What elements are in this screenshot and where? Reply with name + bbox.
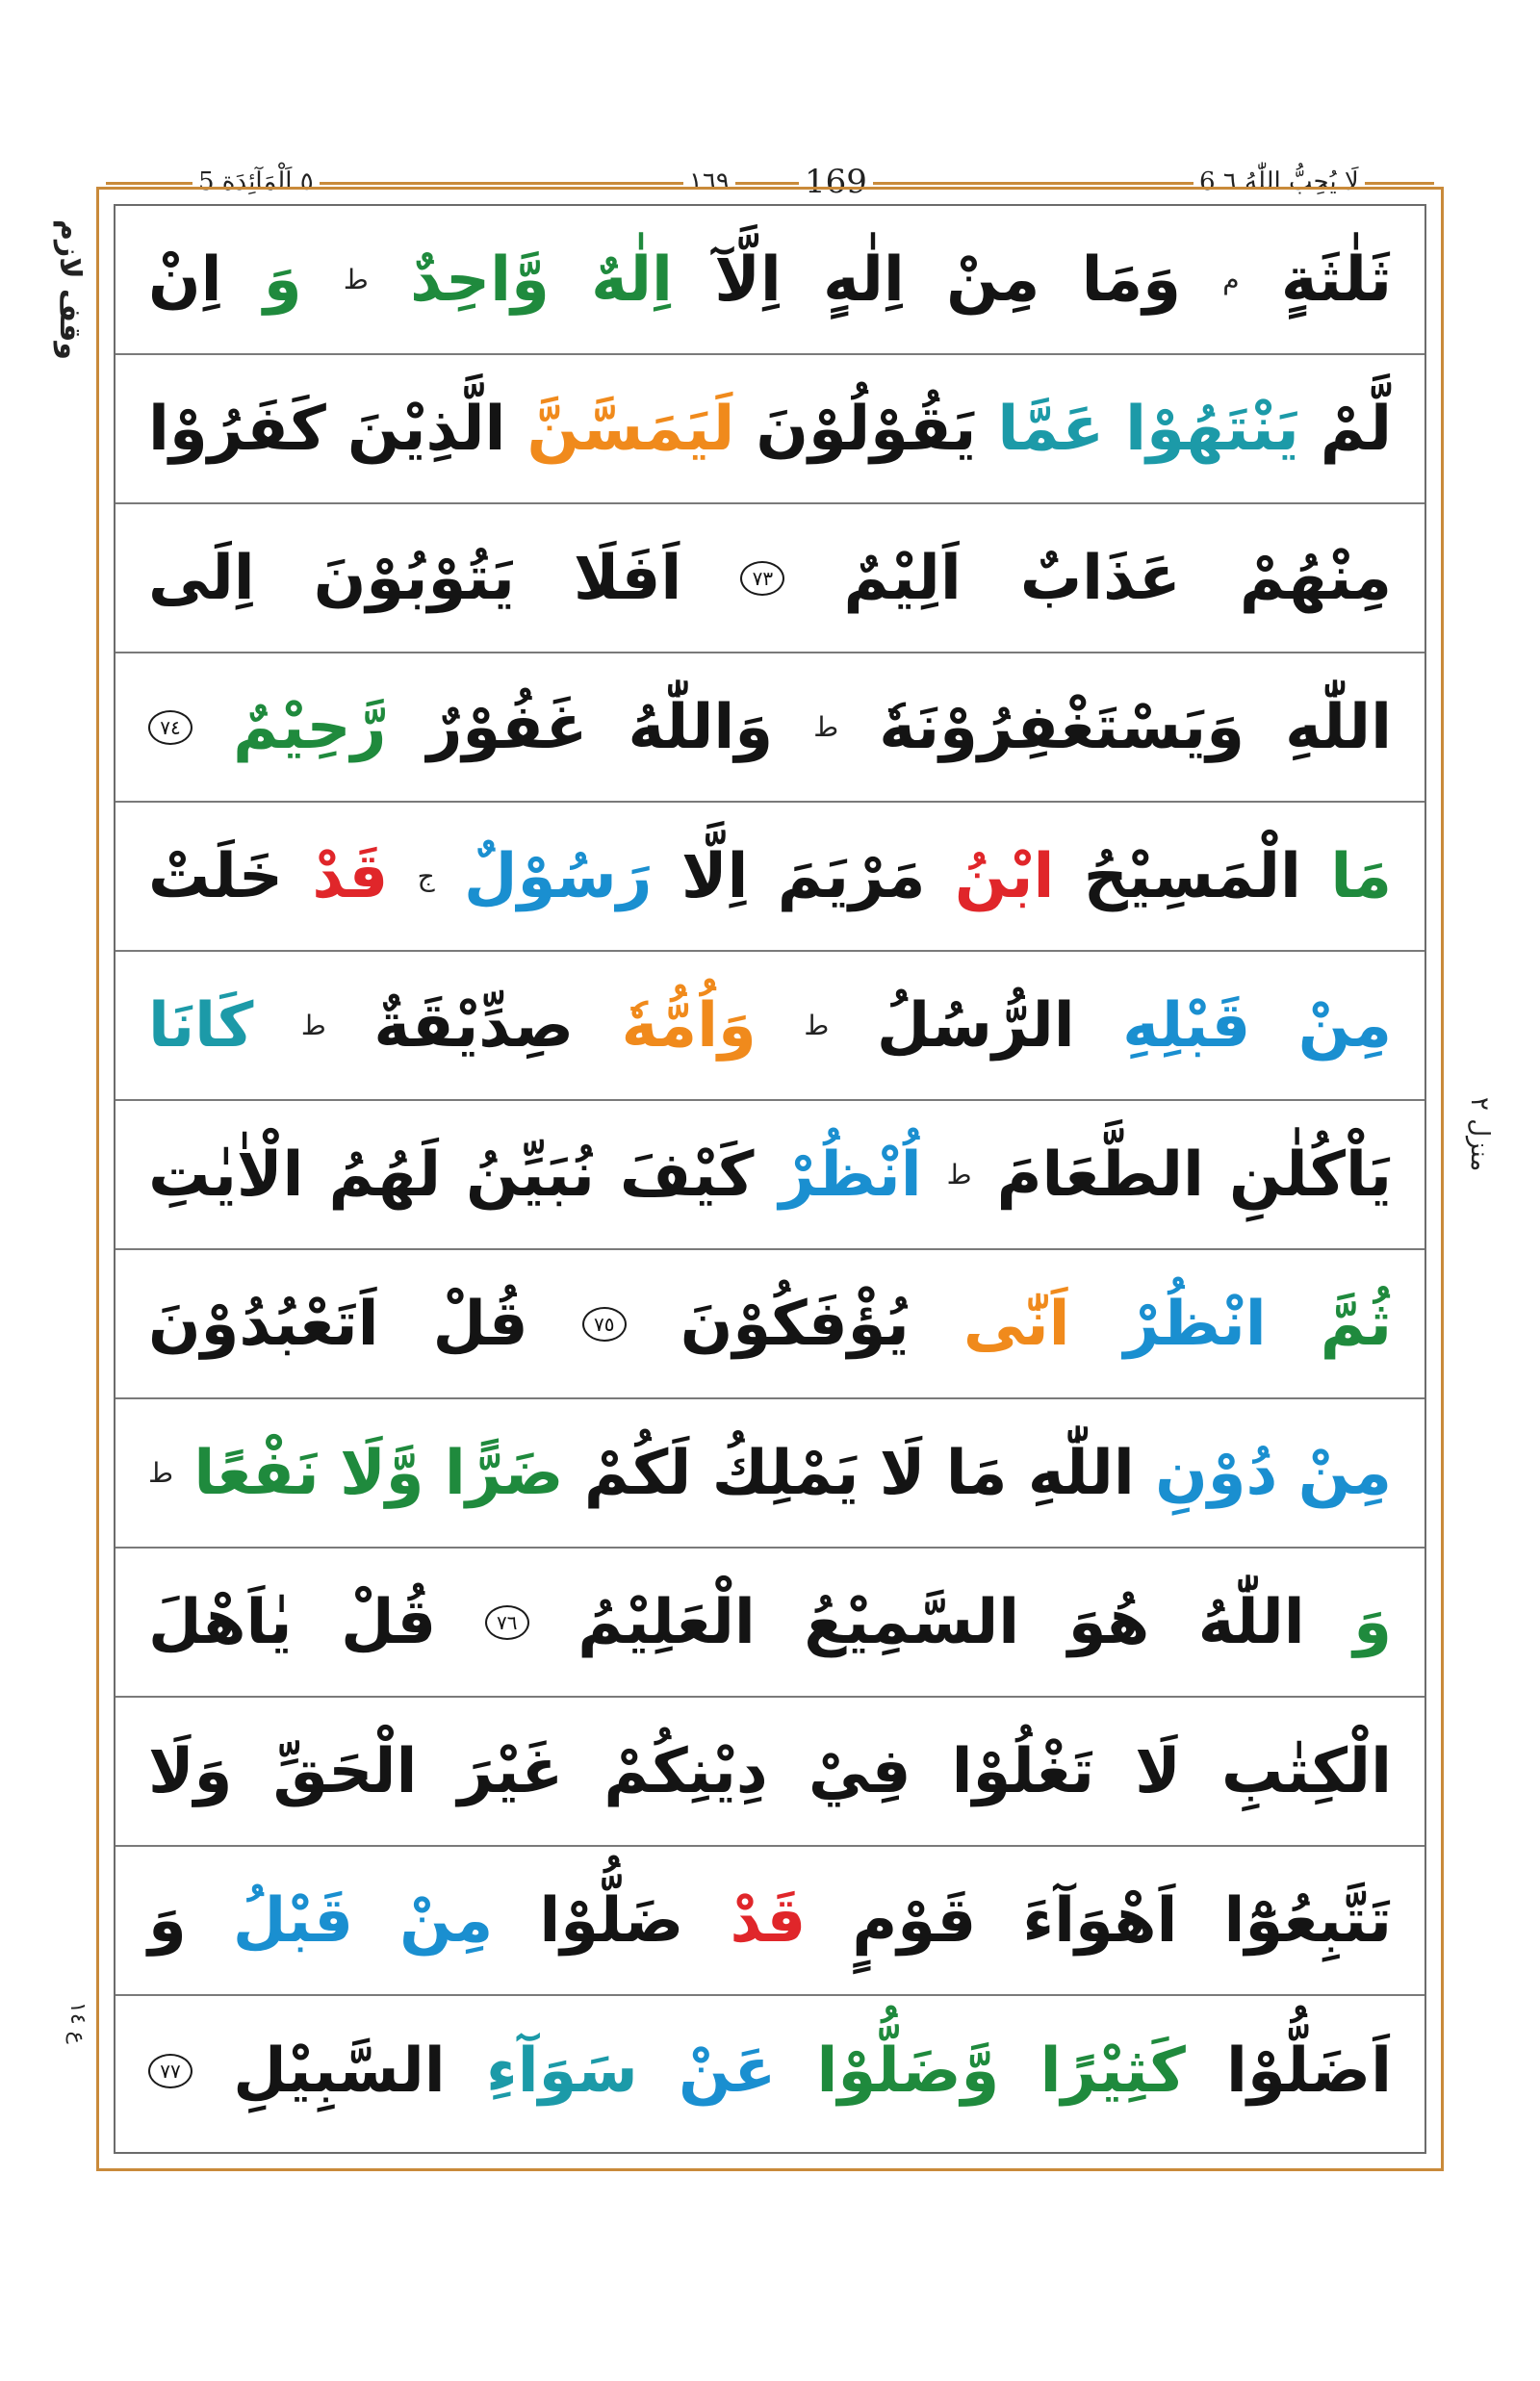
- pause-mark: ط: [813, 710, 839, 743]
- word: وَاُمُّهٗ: [621, 989, 757, 1062]
- text-line: [116, 1399, 1424, 1549]
- word: وَّلَا: [340, 1437, 424, 1509]
- word: اِلٰهٍ: [823, 243, 905, 316]
- text-line: [116, 1101, 1424, 1250]
- word: غَيْرَ: [457, 1735, 564, 1807]
- word: ثُمَّ: [1320, 1288, 1392, 1360]
- word: اللّٰهُ: [1197, 1586, 1305, 1658]
- word: قُلْ: [432, 1288, 528, 1360]
- word: كَانَا: [148, 989, 254, 1062]
- word: الطَّعَامَ: [996, 1139, 1204, 1211]
- text-line: [116, 1549, 1424, 1698]
- pause-mark: م: [1222, 263, 1240, 295]
- pause-mark: ط: [946, 1158, 972, 1190]
- word: لَا: [1135, 1735, 1181, 1807]
- page-number: 169: [799, 163, 873, 201]
- word: دِيْنِكُمْ: [603, 1735, 768, 1807]
- word: الرُّسُلُ: [876, 989, 1075, 1062]
- pause-mark: ط: [343, 263, 369, 295]
- para-title: 6 لَا يُحِبُّ اللّٰهُ ٦: [1194, 163, 1365, 201]
- word: كَيْفَ: [619, 1139, 755, 1211]
- word: اَفَلَا: [573, 542, 682, 614]
- word: كَفَرُوْا: [148, 393, 326, 465]
- word: وَ: [263, 243, 302, 316]
- text-line: [116, 653, 1424, 803]
- word: مَا: [1330, 840, 1392, 912]
- word: الْحَقِّ: [272, 1735, 418, 1807]
- surah-title: ٥ اَلْمَآئِدَة 5: [192, 163, 320, 201]
- word: دُوْنِ: [1155, 1437, 1278, 1509]
- text-line: [116, 504, 1424, 653]
- word: عَنْ: [678, 2035, 777, 2107]
- word: اِنْ: [148, 243, 222, 316]
- word: يَنْتَهُوْا: [1125, 393, 1299, 465]
- word: مِنْ: [1297, 989, 1392, 1062]
- word: يَقُوْلُوْنَ: [756, 393, 977, 465]
- word: مِنْ: [946, 243, 1040, 316]
- word: اِلَّآ: [714, 243, 782, 316]
- word: قَبْلِهِ: [1122, 989, 1251, 1062]
- word: لَّمْ: [1320, 393, 1392, 465]
- word: نَفْعًا: [193, 1437, 320, 1509]
- word: السَّمِيْعُ: [804, 1586, 1020, 1658]
- word: اَتَعْبُدُوْنَ: [148, 1288, 379, 1360]
- word: مَا: [945, 1437, 1008, 1509]
- word: رَّحِيْمٌ: [233, 691, 387, 763]
- word: السَّبِيْلِ: [233, 2035, 446, 2107]
- word: اُنْظُرْ: [779, 1139, 922, 1211]
- word: الَّذِيْنَ: [346, 393, 506, 465]
- word: اِلٰهٌ: [591, 243, 673, 316]
- verse-text-box: [114, 204, 1426, 2154]
- word: عَمَّا: [997, 393, 1105, 465]
- word: ضَلُّوْا: [539, 1884, 684, 1957]
- word: قَدْ: [312, 840, 389, 912]
- word: تَغْلُوْا: [951, 1735, 1094, 1807]
- word: وَاللّٰهُ: [628, 691, 774, 763]
- word: مِنْ: [399, 1884, 494, 1957]
- ayah-marker: ٧٧: [148, 2054, 192, 2088]
- word: رَسُوْلٌ: [464, 840, 653, 912]
- word: سَوَآءِ: [485, 2035, 638, 2107]
- word: قَبْلُ: [232, 1884, 353, 1957]
- word: صِدِّيْقَةٌ: [373, 989, 575, 1062]
- word: ثَلٰثَةٍ: [1280, 243, 1392, 316]
- word: يُؤْفَكُوْنَ: [680, 1288, 910, 1360]
- word: اَهْوَآءَ: [1022, 1884, 1178, 1957]
- text-line: [116, 1250, 1424, 1399]
- word: اَلِيْمٌ: [843, 542, 962, 614]
- word: مِنْ: [1297, 1437, 1392, 1509]
- word: اِلَى: [148, 542, 255, 614]
- ayah-marker: ٧٥: [582, 1307, 627, 1342]
- pause-mark: ط: [148, 1456, 174, 1489]
- word: وَّاحِدٌ: [410, 243, 550, 316]
- word: اِلَّا: [680, 840, 749, 912]
- word: اللّٰهِ: [1027, 1437, 1135, 1509]
- ayah-marker: ٧٣: [740, 561, 784, 596]
- word: اَضَلُّوْا: [1226, 2035, 1392, 2107]
- text-line: [116, 1698, 1424, 1847]
- word: قَوْمٍ: [852, 1884, 977, 1957]
- word: لَيَمَسَّنَّ: [526, 393, 735, 465]
- word: لَا: [879, 1437, 926, 1509]
- ayah-marker: ٧٦: [485, 1605, 529, 1640]
- word: هُوَ: [1067, 1586, 1150, 1658]
- word: يَتُوْبُوْنَ: [313, 542, 515, 614]
- word: انْظُرْ: [1123, 1288, 1267, 1360]
- text-line: [116, 803, 1424, 952]
- text-line: [116, 1996, 1424, 2145]
- word: وَّضَلُّوْا: [816, 2035, 1000, 2107]
- word: وَ: [148, 1884, 187, 1957]
- word: عَذَابٌ: [1019, 542, 1181, 614]
- manzil-note: منزل ٢: [1465, 1097, 1494, 1172]
- word: مِنْهُمْ: [1239, 542, 1392, 614]
- text-line: [116, 355, 1424, 504]
- word: قُلْ: [341, 1586, 437, 1658]
- word: يٰاَهْلَ: [148, 1586, 293, 1658]
- word: لَهُمُ: [328, 1139, 441, 1211]
- word: وَلَا: [148, 1735, 233, 1807]
- word: وَمَا: [1081, 243, 1182, 316]
- word: اَنّٰى: [962, 1288, 1070, 1360]
- pause-mark: ط: [804, 1009, 830, 1041]
- word: فِيْ: [808, 1735, 911, 1807]
- text-line: [116, 952, 1424, 1101]
- text-line: [116, 1847, 1424, 1996]
- word: مَرْيَمَ: [777, 840, 926, 912]
- text-line: [116, 206, 1424, 355]
- word: وَ: [1353, 1586, 1392, 1658]
- word: غَفُوْرٌ: [426, 691, 588, 763]
- word: تَتَّبِعُوْٓا: [1223, 1884, 1392, 1957]
- word: كَثِيْرًا: [1040, 2035, 1186, 2107]
- word: خَلَتْ: [148, 840, 284, 912]
- ruku-note: ع ١٤: [65, 2002, 90, 2044]
- page-number-urdu: ١٦٩: [683, 163, 735, 201]
- word: لَكُمْ: [583, 1437, 692, 1509]
- word: قَدْ: [730, 1884, 807, 1957]
- word: اللّٰهِ: [1285, 691, 1392, 763]
- waqf-note: وقف لازم: [53, 219, 87, 361]
- pause-mark: ط: [300, 1009, 326, 1041]
- pause-mark: ج: [417, 859, 435, 892]
- word: الْمَسِيْحُ: [1083, 840, 1301, 912]
- word: وَيَسْتَغْفِرُوْنَهٗ: [879, 691, 1245, 763]
- word: نُبَيِّنُ: [466, 1139, 595, 1211]
- word: الْعَلِيْمُ: [578, 1586, 756, 1658]
- word: يَاْكُلٰنِ: [1229, 1139, 1392, 1211]
- word: ضَرًّا: [444, 1437, 564, 1509]
- ayah-marker: ٧٤: [148, 710, 192, 745]
- word: الْاٰيٰتِ: [148, 1139, 304, 1211]
- word: الْكِتٰبِ: [1220, 1735, 1392, 1807]
- word: ابْنُ: [954, 840, 1055, 912]
- word: يَمْلِكُ: [711, 1437, 860, 1509]
